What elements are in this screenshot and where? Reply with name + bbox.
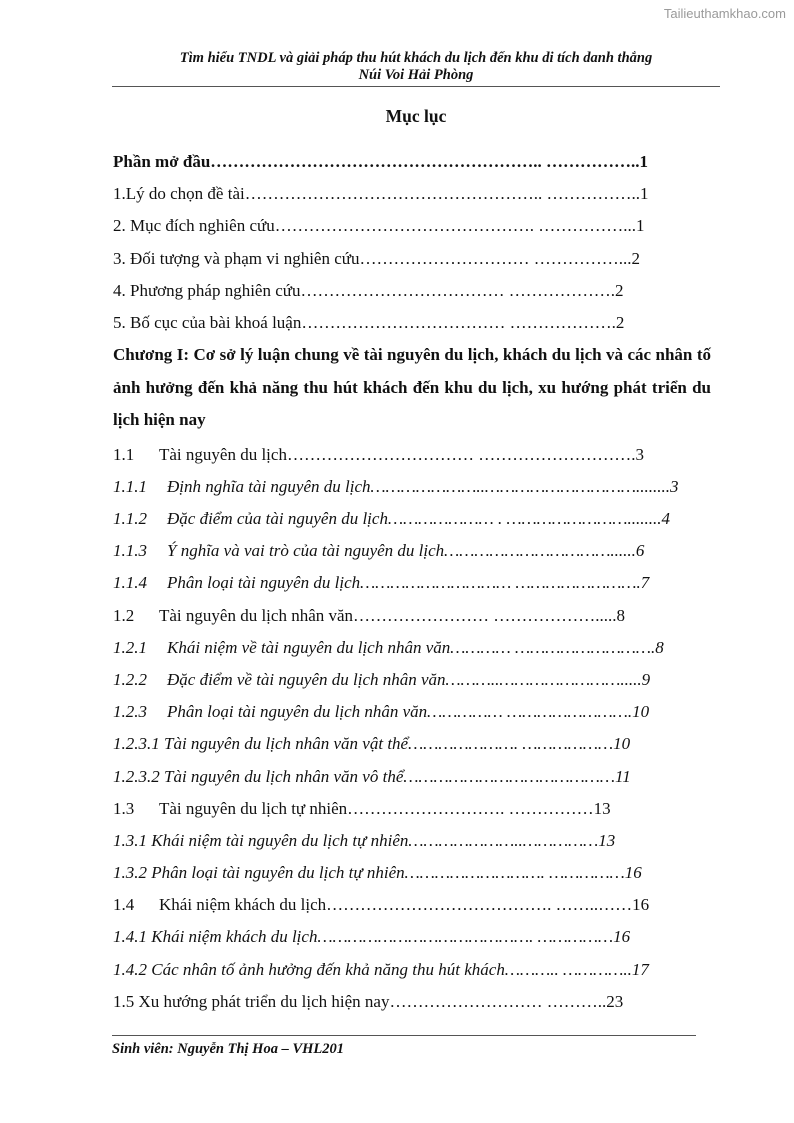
toc-entry-text: Đặc điểm về tài nguyên du lịch nhân văn (167, 669, 446, 689)
toc-entry[interactable] (113, 600, 711, 632)
toc-entry-text: 1.2.3.2 Tài nguyên du lịch nhân văn vô thể (113, 766, 404, 786)
toc-entry-number: 1.2.2 (113, 669, 147, 689)
toc-entry-leader: …………………… ……………….....8 (353, 605, 626, 625)
toc-entry-text: Tài nguyên du lịch (159, 444, 287, 464)
toc-entry[interactable] (113, 439, 711, 471)
toc-entry-text: 1.3.1 Khái niệm tài nguyên du lịch tự nhiên (113, 830, 409, 850)
toc-entry[interactable] (113, 825, 711, 857)
toc-entry-text: Ý nghĩa và vai trò của tài nguyên du lịch (167, 541, 445, 561)
toc-entry-leader: ……………………………… ……………….2 (301, 312, 625, 332)
watermark: Tailieuthamkhao.com (663, 6, 786, 21)
toc-entry-leader: ……………………………… ……………….2 (300, 280, 624, 300)
toc-entry-text: Khái niệm khách du lịch (159, 895, 327, 915)
toc-entry-text: Phần mở đầu (113, 152, 211, 171)
toc-entry[interactable] (113, 567, 711, 599)
toc-entry-leader: ………………………… ……………...2 (359, 248, 640, 268)
toc-entry-label (113, 793, 347, 825)
toc-entry[interactable] (113, 857, 711, 889)
toc-entry-text: Tài nguyên du lịch tự nhiên (159, 798, 348, 818)
toc-entry-leader: ……………………… ………..23 (389, 991, 624, 1011)
toc-entry[interactable] (113, 954, 711, 986)
toc-entry-text: Đặc điểm của tài nguyên du lịch (167, 509, 388, 528)
toc-entry-text: Tài nguyên du lịch nhân văn (159, 605, 354, 625)
toc-entry-text: 5. Bố cục của bài khoá luận (113, 312, 302, 332)
toc-entry-text: Khái niệm về tài nguyên du lịch nhân văn (167, 637, 451, 657)
toc-chapter-1-section (113, 439, 711, 1018)
toc-entry-label (113, 243, 360, 275)
toc-entry-leader: …………… …………………….10 (427, 702, 650, 722)
toc-entry-leader: ……………………………………. ……………16 (317, 927, 631, 947)
toc-entry-text: Định nghĩa tài nguyên du lịch (167, 476, 371, 496)
toc-entry[interactable] (113, 275, 711, 307)
toc-entry-leader: …………………………………. ……..……16 (326, 895, 650, 915)
toc-entry-leader: ………………………… …………………….7 (360, 573, 650, 593)
toc-entry[interactable] (113, 632, 711, 664)
toc-entry[interactable] (113, 210, 711, 242)
toc-entry-text: Phân loại tài nguyên du lịch (167, 573, 361, 593)
toc-entry[interactable] (113, 243, 711, 275)
running-header (112, 50, 720, 84)
toc-entry[interactable] (113, 503, 711, 535)
toc-entry-number: 1.4 (113, 895, 135, 915)
toc-entry-number: 1.1.3 (113, 541, 147, 561)
toc-entry-leader: …………………. ………………10 (408, 734, 631, 754)
toc-entry-leader: ……….. …………..17 (504, 959, 649, 979)
toc-entry-text: 3. Đối tượng và phạm vi nghiên cứu (113, 248, 360, 268)
toc-entry-label (113, 825, 408, 857)
toc-entry[interactable] (113, 178, 711, 210)
toc-entry-leader: ………………………. ……………16 (404, 863, 642, 883)
toc-entry-text: 1.4.1 Khái niệm khách du lịch (113, 927, 318, 947)
header-line-2: Núi Voi Hải Phòng (358, 67, 474, 83)
toc-entry[interactable] (113, 761, 711, 793)
toc-entry-label (113, 178, 245, 210)
toc-entry-number: 1.1.2 (113, 509, 147, 528)
toc-entry-leader: ………… ……………………….8 (450, 637, 664, 657)
toc-entry[interactable] (113, 664, 711, 696)
toc-entry-leader: …………………..…………………………........3 (370, 476, 679, 496)
toc-entry-label (113, 503, 388, 535)
toc-entry-leader: ………………………………………. ……………...1 (274, 216, 645, 236)
toc-entry-label (113, 761, 403, 793)
toc-entry-leader: ………………………. ……………13 (347, 798, 611, 818)
toc-entry-label (113, 471, 371, 503)
toc-entry-label (113, 857, 405, 889)
toc-entry-label (113, 439, 287, 471)
toc-entry-label (113, 275, 300, 307)
toc-entry[interactable] (113, 307, 711, 339)
toc-entry-leader: ……………………………......6 (444, 541, 645, 561)
toc-entry[interactable] (113, 471, 711, 503)
toc-entry-text: 2. Mục đích nghiên cứu (113, 216, 275, 236)
toc-entry-leader: …………………..……………13 (408, 830, 616, 850)
toc-entry-leader: ………………… . ……………………........4 (387, 509, 670, 528)
header-line-1: Tìm hiểu TNDL và giải pháp thu hút khách du lịch đến khu di tích danh thắng (179, 50, 653, 66)
toc-entry-label (113, 146, 210, 178)
toc-entry-label (113, 664, 446, 696)
toc-entry-text: 1.Lý do chọn đề tài (113, 184, 245, 204)
toc-entry-leader: ……………………………………11 (403, 766, 631, 786)
toc-entry-leader: …………………………… ……………………….3 (286, 444, 644, 464)
toc-entry-number: 1.1 (113, 444, 135, 464)
table-of-contents (113, 146, 711, 1018)
toc-entry-number: 1.3 (113, 798, 135, 818)
toc-entry[interactable] (113, 793, 711, 825)
toc-entry-leader: ………..…………………….....9 (445, 669, 651, 689)
toc-entry-number: 1.2.3 (113, 702, 147, 722)
toc-entry[interactable] (113, 921, 711, 953)
toc-entry-number: 1.2 (113, 605, 135, 625)
toc-entry[interactable] (113, 986, 711, 1018)
chapter-1-heading[interactable]: Chương I: Cơ sở lý luận chung về tài nguyên du lịch, khách du lịch và các nhân tố ảnh hưởng đến khả năng thu hút khách đến khu du lịch, xu hướng phát triển du lịch hiện nay (113, 345, 711, 430)
toc-entry-label (113, 307, 301, 339)
toc-entry-label (113, 696, 427, 728)
footer-rule (112, 1035, 696, 1036)
header-rule (112, 86, 720, 87)
toc-entry[interactable] (113, 696, 711, 728)
toc-intro-section (113, 146, 711, 339)
toc-entry[interactable] (113, 889, 711, 921)
toc-entry-leader: ………………………………………………….. ……………..1 (210, 152, 649, 171)
toc-entry[interactable] (113, 146, 711, 178)
footer-author: Sinh viên: Nguyễn Thị Hoa – VHL201 (112, 1041, 345, 1057)
toc-entry-number: 1.1.4 (113, 573, 147, 593)
toc-entry-label (113, 535, 444, 567)
toc-entry-text: 4. Phương pháp nghiên cứu (113, 280, 301, 300)
toc-entry-text: 1.3.2 Phân loại tài nguyên du lịch tự nhiên (113, 863, 405, 883)
toc-entry-label (113, 567, 360, 599)
toc-entry-leader: …………………………………………….. ……………..1 (244, 184, 649, 204)
toc-entry-text: 1.2.3.1 Tài nguyên du lịch nhân văn vật thể (113, 734, 409, 754)
toc-entry-label (113, 632, 450, 664)
toc-entry-number: 1.2.1 (113, 637, 147, 657)
toc-entry-label (113, 889, 326, 921)
toc-entry-text: 1.5 Xu hướng phát triển du lịch hiện nay (113, 991, 390, 1011)
toc-entry[interactable] (113, 728, 711, 760)
toc-entry[interactable] (113, 535, 711, 567)
toc-entry-label (113, 954, 505, 986)
toc-entry-text: 1.4.2 Các nhân tố ảnh hưởng đến khả năng thu hút khách (113, 959, 505, 979)
toc-entry-number: 1.1.1 (113, 476, 147, 496)
toc-entry-label (113, 728, 408, 760)
toc-entry-label (113, 600, 353, 632)
toc-entry-label (113, 210, 275, 242)
toc-entry-label (113, 921, 317, 953)
toc-entry-label (113, 986, 389, 1018)
toc-entry-text: Phân loại tài nguyên du lịch nhân văn (167, 702, 428, 722)
toc-title: Mục lục (385, 106, 447, 126)
